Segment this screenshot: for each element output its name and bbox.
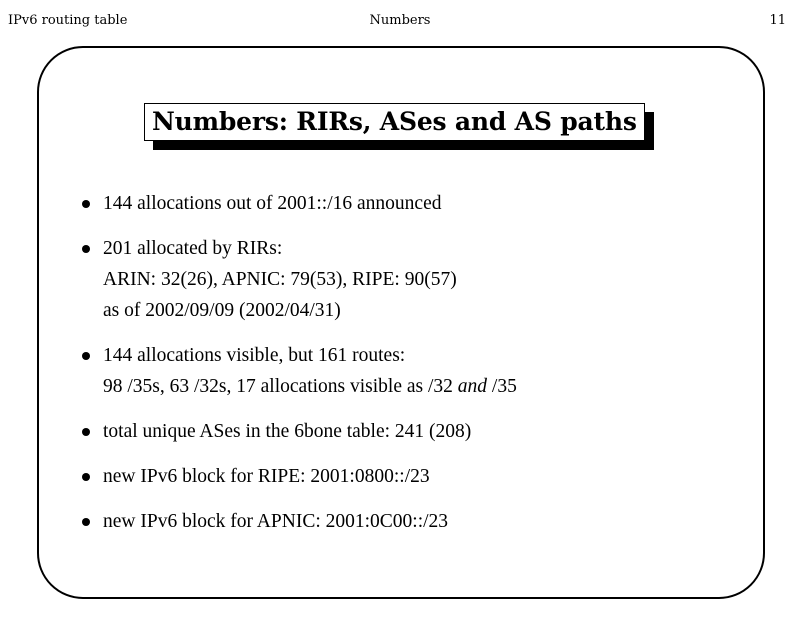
list-item [80, 506, 517, 537]
bullet-icon [82, 200, 90, 208]
bullet-text: new IPv6 block for APNIC: 2001:0C00::/23 [103, 511, 449, 532]
list-item [80, 188, 517, 219]
bullet-text: 144 allocations visible, but 161 routes: [103, 345, 406, 366]
bullet-icon [82, 352, 90, 360]
list-item [80, 340, 517, 402]
bullet-icon [82, 428, 90, 436]
running-header-title: IPv6 routing table [8, 13, 128, 28]
slide-title-box [144, 103, 645, 141]
list-item [80, 461, 517, 492]
list-item [80, 416, 517, 447]
bullet-icon [82, 245, 90, 253]
bullet-text-part: /35 [487, 376, 517, 397]
bullet-text: new IPv6 block for RIPE: 2001:0800::/23 [103, 466, 430, 487]
bullet-text: as of 2002/09/09 (2002/04/31) [103, 300, 341, 321]
bullet-icon [82, 518, 90, 526]
bullet-text: 201 allocated by RIRs: [103, 238, 283, 259]
bullet-icon [82, 473, 90, 481]
bullet-text: total unique ASes in the 6bone table: 241 (208) [103, 421, 472, 442]
list-item [80, 233, 517, 326]
slide-title: Numbers: RIRs, ASes and AS paths [144, 103, 645, 141]
bullet-text-continuation [103, 371, 517, 402]
running-header-section: Numbers [369, 13, 431, 28]
bullet-text-emphasis: and [457, 376, 488, 397]
bullet-text: ARIN: 32(26), APNIC: 79(53), RIPE: 90(57) [103, 269, 457, 290]
bullet-list [80, 188, 517, 551]
bullet-text-part: 98 /35s, 63 /32s, 17 allocations visible as /32 [103, 376, 458, 397]
page-number: 11 [769, 13, 786, 28]
bullet-text: 144 allocations out of 2001::/16 announced [103, 193, 442, 214]
